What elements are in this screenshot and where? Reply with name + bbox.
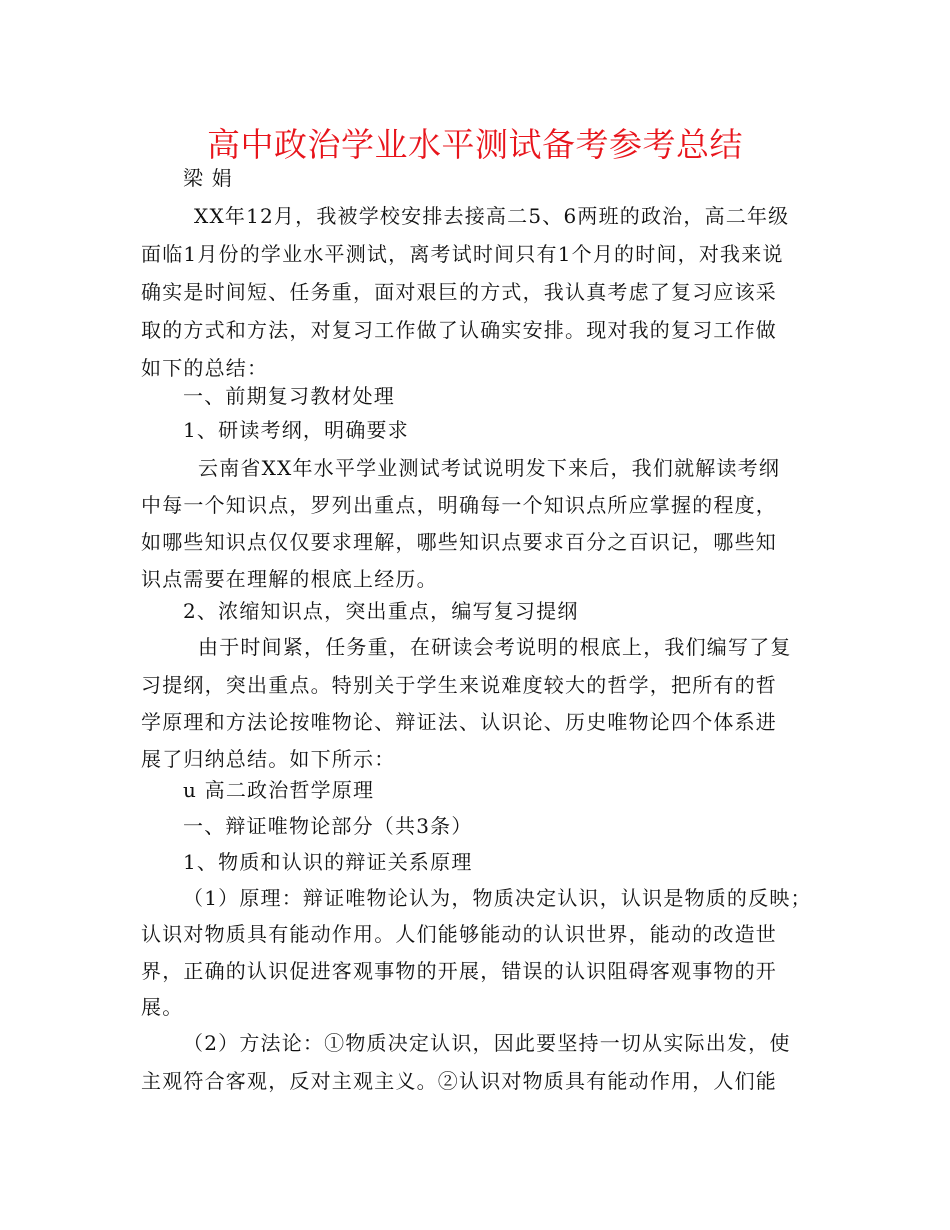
author-line: 梁 娟 <box>183 166 233 190</box>
paragraph-line: 确实是时间短、任务重，面对艰巨的方式，我认真考虑了复习应该采 <box>141 280 777 304</box>
paragraph-line: 面临1月份的学业水平测试，离考试时间只有1个月的时间，对我来说 <box>141 242 784 266</box>
paragraph-line: 学原理和方法论按唯物论、辩证法、认识论、历史唯物论四个体系进 <box>141 710 777 734</box>
paragraph-line: XX年12月，我被学校安排去接高二5、6两班的政治，高二年级 <box>194 204 790 228</box>
paragraph-line: （2）方法论：①物质决定认识，因此要坚持一切从实际出发，使 <box>183 1031 791 1055</box>
paragraph-line: 界，正确的认识促进客观事物的开展，错误的认识阻碍客观事物的开 <box>141 959 777 983</box>
paragraph-line: 识点需要在理解的根底上经历。 <box>141 567 438 591</box>
paragraph-line: 展。 <box>141 995 184 1019</box>
section-heading: 一、前期复习教材处理 <box>183 384 395 408</box>
subsection-heading: 1、物质和认识的辩证关系原理 <box>183 850 473 874</box>
paragraph-line: 如下的总结： <box>141 356 269 380</box>
paragraph-line: 认识对物质具有能动作用。人们能够能动的认识世界，能动的改造世 <box>141 922 777 946</box>
list-heading: u 高二政治哲学原理 <box>183 778 375 802</box>
paragraph-line: 取的方式和方法，对复习工作做了认确实安排。现对我的复习工作做 <box>141 318 777 342</box>
paragraph-line: 由于时间紧，任务重，在研读会考说明的根底上，我们编写了复 <box>198 635 792 659</box>
paragraph-line: （1）原理：辩证唯物论认为，物质决定认识，认识是物质的反映； <box>183 886 812 910</box>
subsection-heading: 2、浓缩知识点，突出重点，编写复习提纲 <box>183 599 579 623</box>
document-title: 高中政治学业水平测试备考参考总结 <box>207 125 743 164</box>
paragraph-line: 习提纲，突出重点。特别关于学生来说难度较大的哲学，把所有的哲 <box>141 673 777 697</box>
paragraph-line: 中每一个知识点，罗列出重点，明确每一个知识点所应掌握的程度， <box>141 493 777 517</box>
paragraph-line: 展了归纳总结。如下所示： <box>141 747 396 771</box>
paragraph-line: 云南省XX年水平学业测试考试说明发下来后，我们就解读考纲 <box>198 456 781 480</box>
section-heading: 一、辩证唯物论部分（共3条） <box>183 814 473 838</box>
subsection-heading: 1、研读考纲，明确要求 <box>183 418 409 442</box>
paragraph-line: 如哪些知识点仅仅要求理解，哪些知识点要求百分之百识记，哪些知 <box>141 530 777 554</box>
paragraph-line: 主观符合客观，反对主观主义。②认识对物质具有能动作用，人们能 <box>141 1069 777 1093</box>
